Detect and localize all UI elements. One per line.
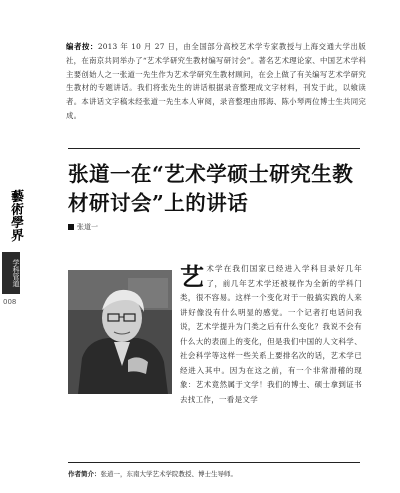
editor-note-text: 2013 年 10 月 27 日，由全国部分高校艺术学专家教授与上海交通大学出版社，在南京共同举办了“艺术学研究生教材编写研讨会”。著名艺术理论家、中国艺术学科主要创始人之一张道一先生作为艺术学研究生教材顾问，在会上做了有关编写艺术学研究生教材的专题讲话。我们将张先生的讲话根据录音整理成文字材料，刊发于此，以飨读者。本讲话文字稿未经张道一先生本人审阅，录音整理由邢海、陈小琴两位博士生共同完成。 xyxy=(66,42,366,120)
footnote-text: 张道一，东南大学艺术学院教授、博士生导师。 xyxy=(100,470,237,478)
article-body-text: 术学在我们国家已经进入学科目录好几年了，前几年艺术学还被视作为全新的学科门类，很不容易。这样一个变化对于一般搞实践的人来讲好像没有什么明显的感觉。一个记者打电话问我说，艺术学提升为门类之后有什么变化？我说不会有什么大的表面上的变化，但是我们中国的人文科学、社会科学等这样一些关系上要排名次的话，艺术学已经进入其中。因为在这之前，有一个非常滑稽的现象：艺术竟然属于文学！我们的博士、硕士拿到证书去找工作，一看是文学 xyxy=(180,264,362,404)
divider-bottom xyxy=(68,462,360,463)
author-photo xyxy=(68,270,172,394)
article-title: 张道一在“艺术学硕士研究生教材研讨会”上的讲话 xyxy=(68,162,354,215)
editor-note-label: 编者按： xyxy=(66,42,98,51)
article-body xyxy=(180,262,362,407)
journal-logo: 藝術學界 xyxy=(8,188,23,243)
dropcap: 艺 xyxy=(180,262,205,291)
author-footnote xyxy=(68,469,237,478)
author-name: 张道一 xyxy=(77,223,98,231)
author-line xyxy=(68,222,98,232)
author-mark-icon xyxy=(68,224,74,230)
portrait-image xyxy=(68,270,172,394)
page-number: 008 xyxy=(3,298,17,306)
section-tab: 学科管道 xyxy=(2,252,20,294)
editor-note xyxy=(66,40,366,123)
divider-top xyxy=(68,148,360,149)
footnote-label: 作者简介： xyxy=(68,470,101,478)
sidebar xyxy=(0,0,24,493)
